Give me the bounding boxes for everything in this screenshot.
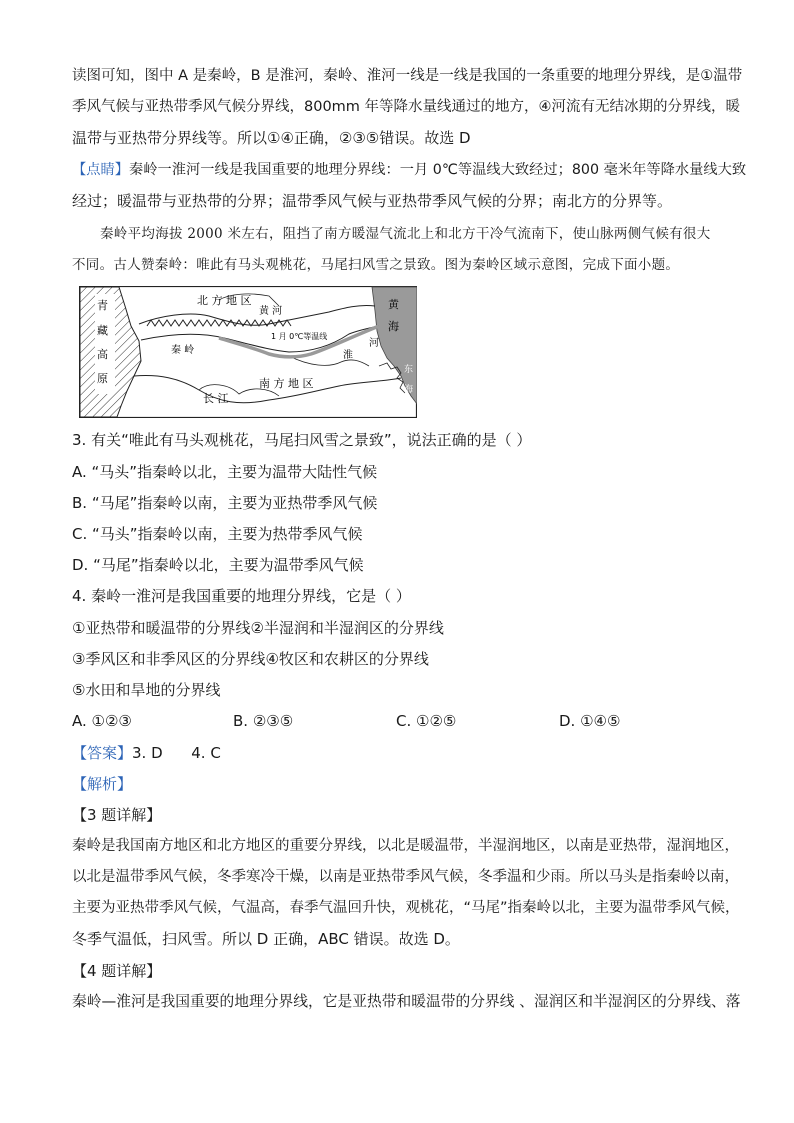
plateau-label-2: 藏 xyxy=(97,324,108,337)
answer-line xyxy=(72,743,221,763)
yellow-sea-label-2: 海 xyxy=(388,320,399,333)
dianjing-paragraph xyxy=(72,160,746,180)
analysis-text-line: 季风气候与亚热带季风气候分界线，800mm 年等降水量线通过的地方，④河流有无结冰期的分界线，暖 xyxy=(72,99,741,115)
detail-3-text-line: 冬季气温低，扫风雪。所以 D 正确，ABC 错误。故选 D。 xyxy=(72,930,460,948)
detail-3-text-line: 秦岭是我国南方地区和北方地区的重要分界线，以北是暖温带，半湿润地区，以南是亚热带，湿润地区， xyxy=(72,838,739,854)
q3-option-c: C. “马头”指秦岭以南，主要为热带季风气候 xyxy=(72,525,363,543)
q3-option-a: A. “马头”指秦岭以北，主要为温带大陆性气候 xyxy=(72,463,378,481)
dianjing-text: 秦岭一淮河一线是我国重要的地理分界线：一月 0℃等温线大致经过；800 毫米年等降水量线大致 xyxy=(129,162,747,178)
dianjing-label: 【点睛】 xyxy=(72,162,130,178)
q4-statement-line: ③季风区和非季风区的分界线④牧区和农耕区的分界线 xyxy=(72,650,429,668)
answer-value: 3. D 4. C xyxy=(132,744,221,762)
q4-option-d: D. ①④⑤ xyxy=(559,712,621,730)
yellow-river-label: 黄 河 xyxy=(259,306,283,317)
plateau-label-1: 青 xyxy=(97,299,108,312)
analysis-label: 【解析】 xyxy=(72,775,133,793)
detail-3-label: 【3 题详解】 xyxy=(72,806,162,824)
detail-4-label: 【4 题详解】 xyxy=(72,962,162,980)
q4-option-a: A. ①②③ xyxy=(72,712,132,730)
plateau-label-4: 原 xyxy=(97,372,108,385)
north-region-label: 北 方 地 区 xyxy=(197,294,252,307)
detail-4-text-line: 秦岭—淮河是我国重要的地理分界线，它是亚热带和暖温带的分界线 、湿润区和半湿润区的分界线、落 xyxy=(72,993,741,1010)
east-sea-label-2: 海 xyxy=(404,385,414,395)
q3-stem: 3. 有关“唯此有马头观桃花，马尾扫风雪之景致”，说法正确的是（ ） xyxy=(72,431,532,449)
material-text-line: 秦岭平均海拔 2000 米左右，阻挡了南方暖湿气流北上和北方干冷气流南下，使山脉两侧气候有很大 xyxy=(100,226,711,242)
huaihe-label-1: 淮 xyxy=(343,350,353,361)
q3-option-d: D. “马尾”指秦岭以北，主要为温带季风气候 xyxy=(72,556,364,574)
q4-statement-line: ①亚热带和暖温带的分界线②半湿润和半湿润区的分界线 xyxy=(72,619,444,637)
answer-label: 【答案】 xyxy=(72,744,133,762)
huaihe-label-2: 河 xyxy=(369,338,379,349)
east-sea-label-1: 东 xyxy=(404,365,414,375)
detail-3-text-line: 以北是温带季风气候，冬季寒冷干燥，以南是亚热带季风气候，冬季温和少雨。所以马头是指秦岭以南， xyxy=(72,869,739,885)
analysis-text-line: 温带与亚热带分界线等。所以①④正确，②③⑤错误。故选 D xyxy=(72,129,471,147)
q3-option-b: B. “马尾”指秦岭以南，主要为亚热带季风气候 xyxy=(72,494,378,512)
q4-option-c: C. ①②⑤ xyxy=(396,712,457,730)
isotherm-label: 1 月 0℃等温线 xyxy=(271,332,328,341)
yellow-sea-label-1: 黄 xyxy=(388,298,399,311)
analysis-text-line: 读图可知，图中 A 是秦岭，B 是淮河，秦岭、淮河一线是一线是我国的一条重要的地理分界线，是①温带 xyxy=(72,68,743,84)
south-region-label: 南 方 地 区 xyxy=(259,377,314,390)
q4-option-b: B. ②③⑤ xyxy=(233,712,294,730)
yangtze-label: 长 江 xyxy=(203,392,229,405)
dianjing-text-line: 经过；暖温带与亚热带的分界；温带季风气候与亚热带季风气候的分界；南北方的分界等。 xyxy=(72,192,673,210)
q4-statement-line: ⑤水田和旱地的分界线 xyxy=(72,681,221,699)
q4-stem: 4. 秦岭一淮河是我国重要的地理分界线，它是（ ） xyxy=(72,587,411,605)
material-text-line: 不同。古人赞秦岭：唯此有马头观桃花，马尾扫风雪之景致。图为秦岭区域示意图，完成下面小题。 xyxy=(72,257,680,273)
detail-3-text-line: 主要为亚热带季风气候，气温高，春季气温回升快，观桃花，“马尾”指秦岭以北，主要为温带季风气候， xyxy=(72,900,740,916)
qinling-region-map xyxy=(79,286,417,418)
qinling-label: 秦 岭 xyxy=(171,345,195,356)
plateau-label-3: 高 xyxy=(97,348,108,361)
